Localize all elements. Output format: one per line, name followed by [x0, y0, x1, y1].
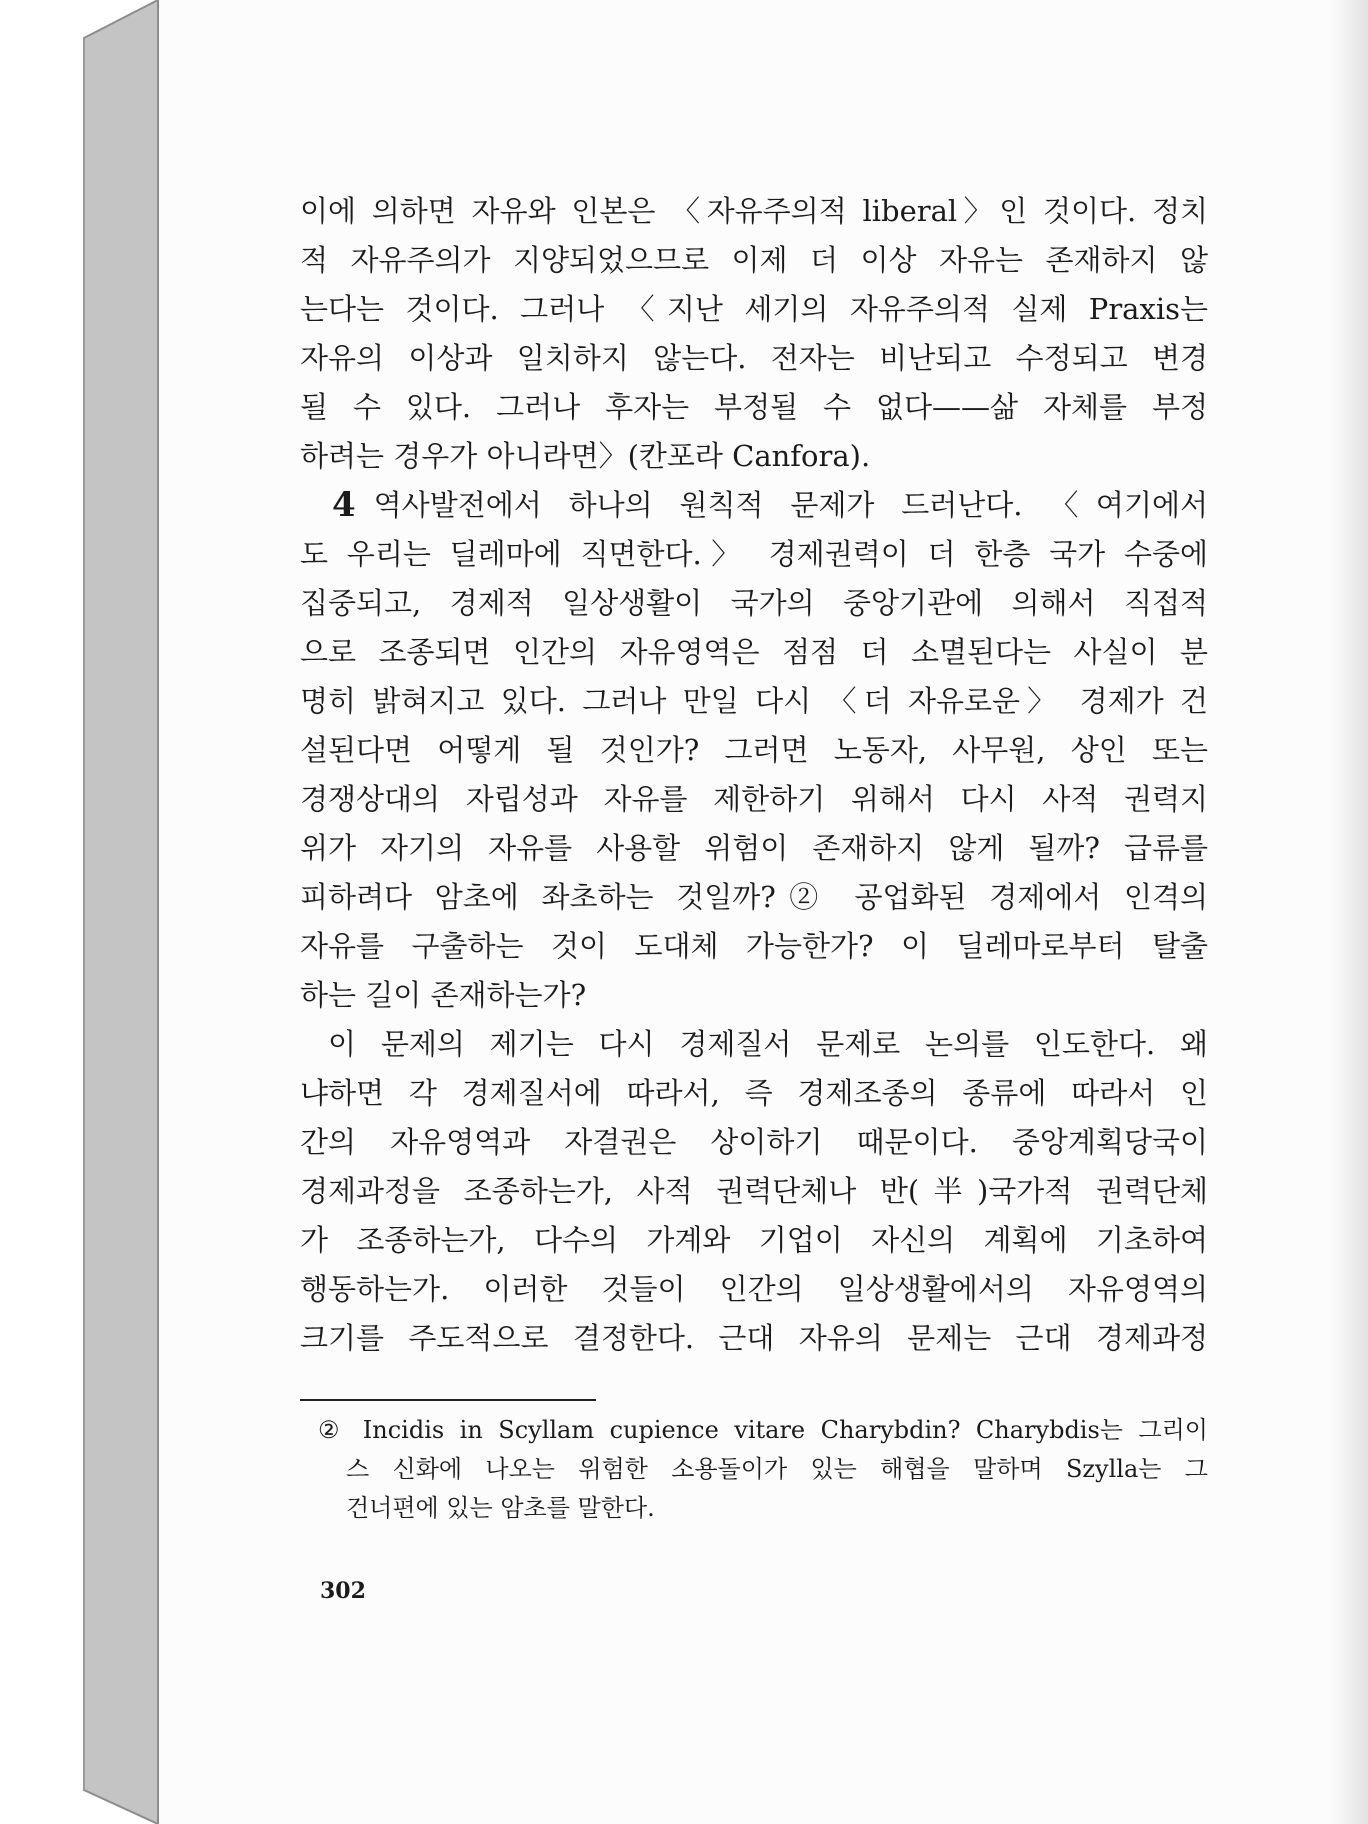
text-line: 행동하는가. 이러한 것들이 인간의 일상생활에서의 자유영역의 — [300, 1272, 1208, 1306]
text-line: 는다는 것이다. 그러나 〈지난 세기의 자유주의적 실제 Praxis는 — [300, 292, 1208, 326]
text-line: 집중되고, 경제적 일상생활이 국가의 중앙기관에 의해서 직접적 — [300, 586, 1208, 620]
page-number: 302 — [320, 1578, 366, 1604]
text-line: 자유를 구출하는 것이 도대체 가능한가? 이 딜레마로부터 탈출 — [300, 929, 1208, 963]
text-line: 크기를 주도적으로 결정한다. 근대 자유의 문제는 근대 경제과정 — [300, 1321, 1208, 1355]
text-line: 이 문제의 제기는 다시 경제질서 문제로 논의를 인도한다. 왜 — [328, 1027, 1208, 1061]
text-line: 간의 자유영역과 자결권은 상이하기 때문이다. 중앙계획당국이 — [300, 1125, 1208, 1159]
text-line: 역사발전에서 하나의 원칙적 문제가 드러난다. 〈여기에서 — [373, 488, 1208, 522]
text-line: 자유의 이상과 일치하지 않는다. 전자는 비난되고 수정되고 변경 — [300, 341, 1208, 375]
text-line: 될 수 있다. 그러나 후자는 부정될 수 없다——삶 자체를 부정 — [300, 390, 1208, 424]
text-line: 으로 조종되면 인간의 자유영역은 점점 더 소멸된다는 사실이 분 — [300, 635, 1208, 669]
text-line: 명히 밝혀지고 있다. 그러나 만일 다시 〈더 자유로운〉 경제가 건 — [300, 684, 1208, 718]
section-first-line — [300, 482, 1208, 528]
text-line: 하는 길이 존재하는가? — [300, 978, 587, 1012]
footnote-divider — [300, 1399, 596, 1401]
text-line: 경제과정을 조종하는가, 사적 권력단체나 반(半)국가적 권력단체 — [300, 1174, 1208, 1208]
text-line: 피하려다 암초에 좌초하는 것일까?② 공업화된 경제에서 인격의 — [300, 880, 1208, 914]
footnote-line: 건너편에 있는 암초를 말한다. — [346, 1494, 655, 1522]
text-line: 적 자유주의가 지양되었으므로 이제 더 이상 자유는 존재하지 않 — [300, 243, 1208, 277]
section-number: 4 — [332, 485, 356, 525]
text-line: 도 우리는 딜레마에 직면한다.〉 경제권력이 더 한층 국가 수중에 — [300, 537, 1208, 571]
text-line: 하려는 경우가 아니라면〉(칸포라 Canfora). — [300, 439, 871, 473]
text-line: 경쟁상대의 자립성과 자유를 제한하기 위해서 다시 사적 권력지 — [300, 782, 1208, 816]
page-edge-shadow — [1330, 0, 1368, 1824]
text-line: 가 조종하는가, 다수의 가계와 기업이 자신의 계획에 기초하여 — [300, 1223, 1208, 1257]
footnote-line: ② Incidis in Scyllam cupience vitare Charybdin? Charybdis는 그리이 — [318, 1416, 1208, 1444]
text-line: 이에 의하면 자유와 인본은 〈자유주의적 liberal〉인 것이다. 정치 — [300, 194, 1208, 228]
text-line: 설된다면 어떻게 될 것인가? 그러면 노동자, 사무원, 상인 또는 — [300, 733, 1208, 767]
footnote-line: 스 신화에 나오는 위험한 소용돌이가 있는 해협을 말하며 Szylla는 그 — [346, 1455, 1208, 1483]
text-line: 위가 자기의 자유를 사용할 위험이 존재하지 않게 될까? 급류를 — [300, 831, 1208, 865]
text-line: 냐하면 각 경제질서에 따라서, 즉 경제조종의 종류에 따라서 인 — [300, 1076, 1208, 1110]
